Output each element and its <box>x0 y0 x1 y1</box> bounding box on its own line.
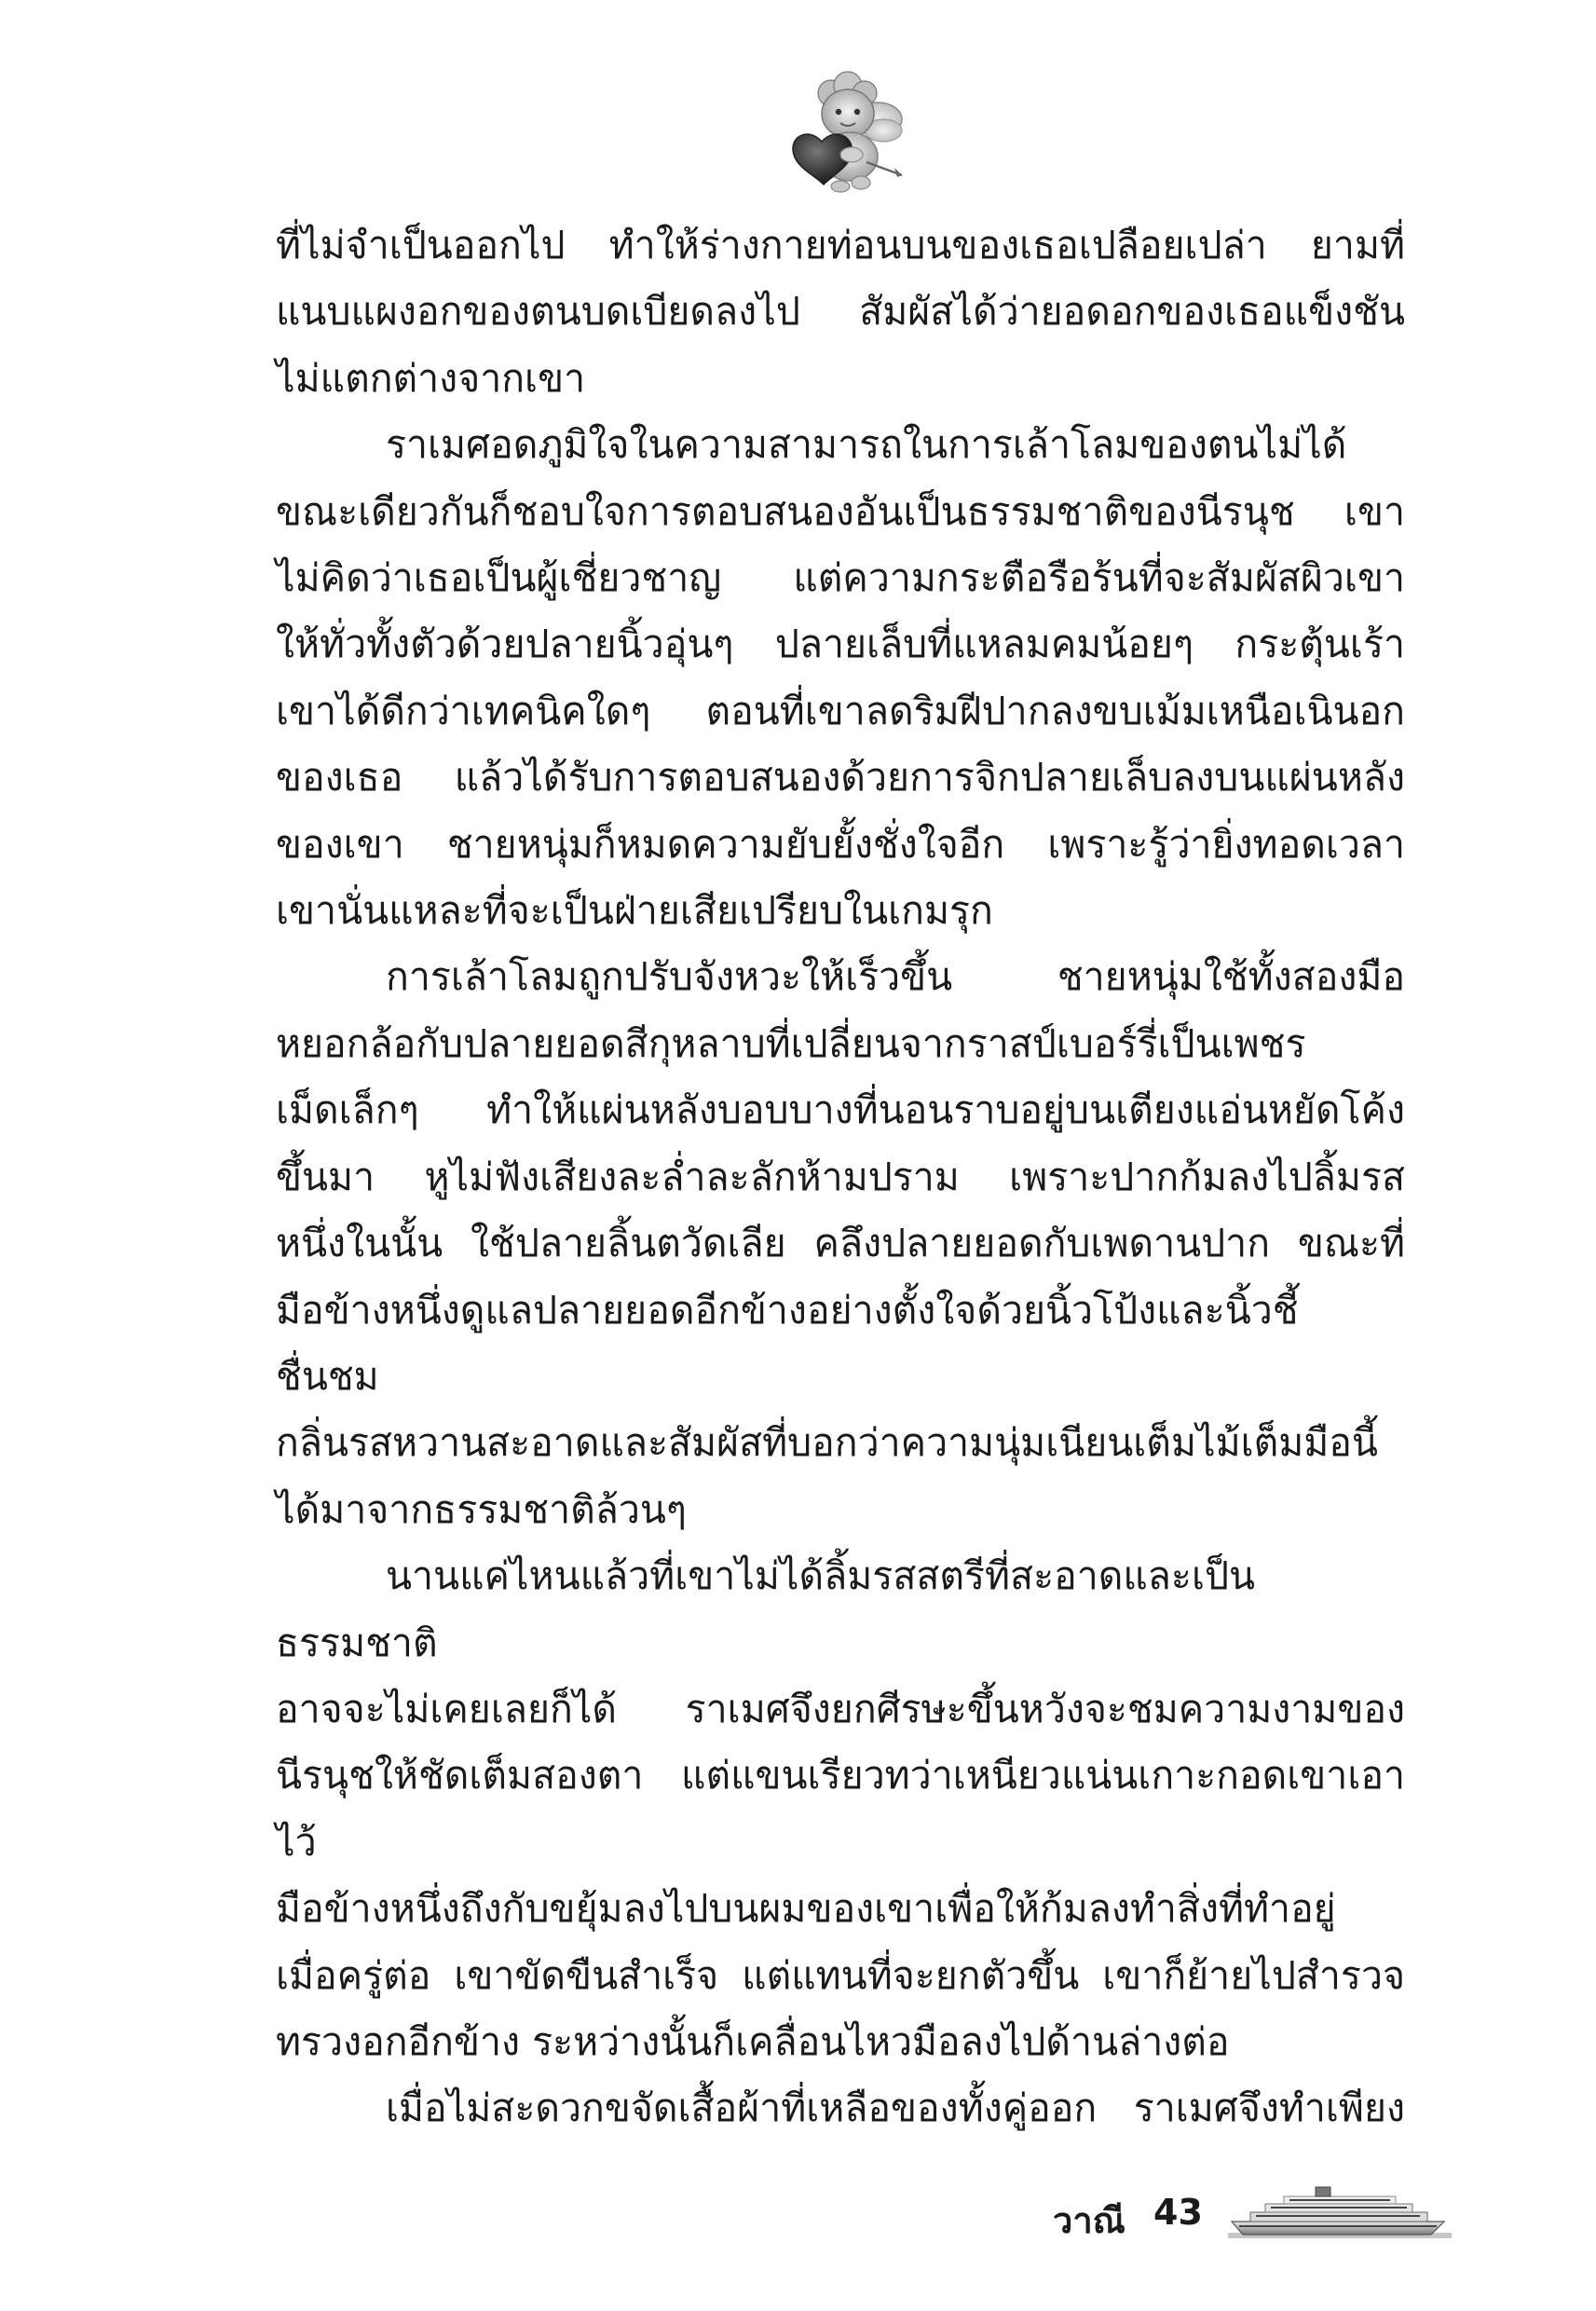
text-line: ของเธอ แล้วได้รับการตอบสนองด้วยการจิกปลายเล็บลงบนแผ่นหลัง <box>276 755 1405 800</box>
text-line: เขาได้ดีกว่าเทคนิคใดๆ ตอนที่เขาลดริมฝีปากลงขบเม้มเหนือเนินอก <box>276 688 1405 733</box>
text-line: เมื่อครู่ต่อ เขาขัดขืนสำเร็จ แต่แทนที่จะยกตัวขึ้น เขาก็ย้ายไปสำรวจ <box>276 1952 1405 1998</box>
chapter-text <box>276 212 1405 2142</box>
text-line: นีรนุชให้ชัดเต็มสองตา แต่แขนเรียวทว่าเหนียวแน่นเกาะกอดเขาเอาไว้ <box>276 1753 1405 1865</box>
text-line: เม็ดเล็กๆ ทำให้แผ่นหลังบอบบางที่นอนราบอยู่บนเตียงแอ่นหยัดโค้ง <box>276 1087 1405 1133</box>
page-number: 43 <box>1153 2192 1203 2233</box>
text-line: ให้ทั่วทั้งตัวด้วยปลายนิ้วอุ่นๆ ปลายเล็บที่แหลมคมน้อยๆ กระตุ้นเร้า <box>276 622 1405 667</box>
text-line: เมื่อไม่สะดวกขจัดเสื้อผ้าที่เหลือของทั้งคู่ออก ราเมศจึงทำเพียง <box>386 2085 1405 2131</box>
text-line: ไม่แตกต่างจากเขา <box>276 355 586 401</box>
text-line: ไม่คิดว่าเธอเป็นผู้เชี่ยวชาญ แต่ความกระตือรือร้นที่จะสัมผัสผิวเขา <box>276 555 1405 601</box>
text-line: นานแค่ไหนแล้วที่เขาไม่ได้ลิ้มรสสตรีที่สะอาดและเป็นธรรมชาติ <box>276 1553 1256 1665</box>
cupid-with-heart-icon <box>773 65 922 196</box>
text-line: ทรวงอกอีกข้าง ระหว่างนั้นก็เคลื่อนไหวมือลงไปด้านล่างต่อ <box>276 2018 1230 2064</box>
text-line: หยอกล้อกับปลายยอดสีกุหลาบที่เปลี่ยนจากราสป์เบอร์รี่เป็นเพชร <box>276 1020 1306 1066</box>
text-line: ได้มาจากธรรมชาติล้วนๆ <box>276 1486 687 1532</box>
text-line: ราเมศอดภูมิใจในความสามารถในการเล้าโลมของตนไม่ได้ <box>386 422 1347 468</box>
text-line: มือข้างหนึ่งถึงกับขยุ้มลงไปบนผมของเขาเพื่อให้ก้มลงทำสิ่งที่ทำอยู่ <box>276 1886 1336 1932</box>
cruise-ship-icon <box>1228 2184 1452 2244</box>
text-line: ที่ไม่จำเป็นออกไป ทำให้ร่างกายท่อนบนของเธอเปลือยเปล่า ยามที่ <box>276 223 1405 267</box>
book-title: วาณี <box>1053 2200 1125 2241</box>
text-line: มือข้างหนึ่งดูแลปลายยอดอีกข้างอย่างตั้งใจด้วยนิ้วโป้งและนิ้วชี้ ชื่นชม <box>276 1287 1299 1399</box>
text-line: แนบแผงอกของตนบดเบียดลงไป สัมผัสได้ว่ายอดอกของเธอแข็งชัน <box>276 289 1405 335</box>
text-line: กลิ่นรสหวานสะอาดและสัมผัสที่บอกว่าความนุ่มเนียนเต็มไม้เต็มมือนี้ <box>276 1420 1378 1466</box>
text-line: อาจจะไม่เคยเลยก็ได้ ราเมศจึงยกศีรษะขึ้นหวังจะชมความงามของ <box>276 1686 1405 1731</box>
text-line: ของเขา ชายหนุ่มก็หมดความยับยั้งชั่งใจอีก เพราะรู้ว่ายิ่งทอดเวลา <box>276 821 1405 867</box>
text-line: ขึ้นมา หูไม่ฟังเสียงละล่ำละลักห้ามปราม เพราะปากก้มลงไปลิ้มรส <box>276 1154 1405 1199</box>
text-line: ขณะเดียวกันก็ชอบใจการตอบสนองอันเป็นธรรมชาติของนีรนุช เขา <box>276 488 1405 534</box>
page-footer <box>0 2181 1596 2255</box>
text-line: เขานั่นแหละที่จะเป็นฝ่ายเสียเปรียบในเกมรุก <box>276 888 993 934</box>
text-line: หนึ่งในนั้น ใช้ปลายลิ้นตวัดเลีย คลึงปลายยอดกับเพดานปาก ขณะที่ <box>276 1221 1405 1266</box>
text-line: การเล้าโลมถูกปรับจังหวะให้เร็วขึ้น ชายหนุ่มใช้ทั้งสองมือ <box>386 954 1405 1000</box>
